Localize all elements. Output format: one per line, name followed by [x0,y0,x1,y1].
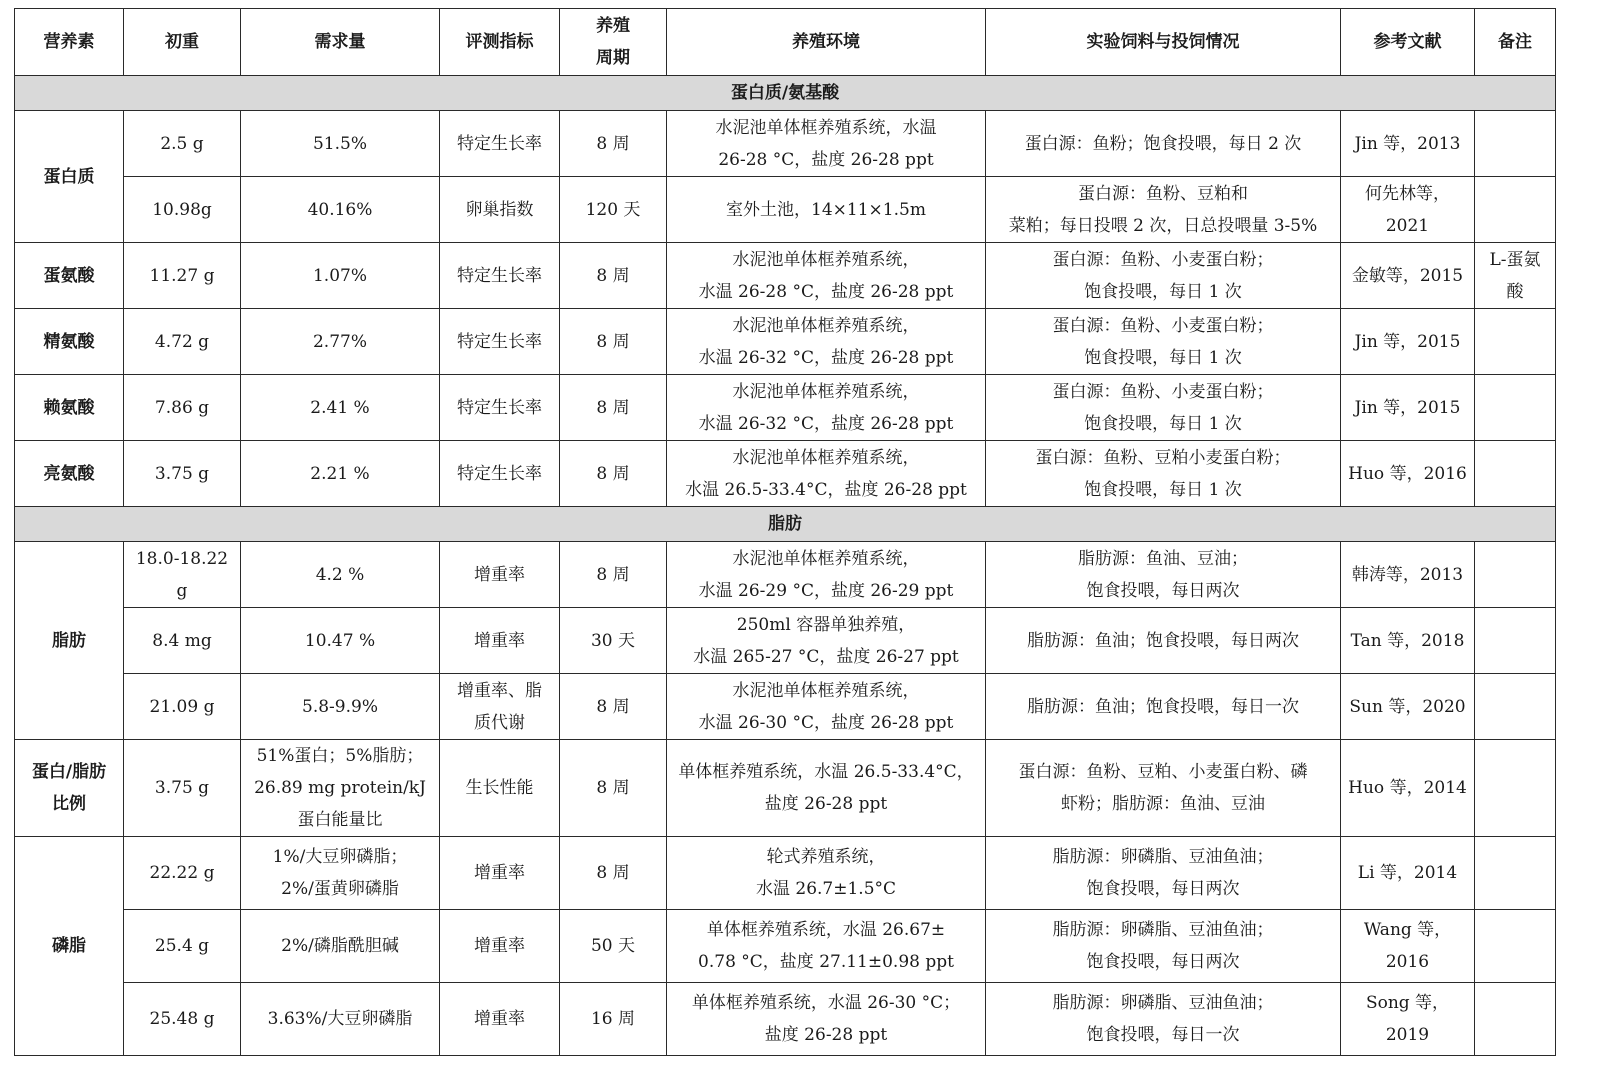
indicator-cell: 特定生长率 [440,375,560,441]
period-cell: 8 周 [560,674,667,740]
table-row [15,441,1556,507]
table-row [15,837,1556,910]
reference-cell: Song 等，2019 [1341,983,1475,1056]
table-row [15,111,1556,177]
section-row [15,76,1556,111]
requirement-cell: 40.16% [241,177,440,243]
feed-cell: 蛋白源：鱼粉；饱食投喂，每日 2 次 [986,111,1341,177]
requirement-cell: 2.41 % [241,375,440,441]
reference-cell: Sun 等，2020 [1341,674,1475,740]
indicator-cell: 增重率 [440,983,560,1056]
requirement-cell: 4.2 % [241,542,440,608]
period-cell: 16 周 [560,983,667,1056]
indicator-cell: 特定生长率 [440,111,560,177]
feed-cell: 脂肪源：鱼油；饱食投喂，每日一次 [986,674,1341,740]
header-note: 备注 [1475,9,1556,76]
feed-cell: 脂肪源：卵磷脂、豆油鱼油； 饱食投喂，每日一次 [986,983,1341,1056]
nutrient-cell: 精氨酸 [15,309,124,375]
indicator-cell: 增重率 [440,608,560,674]
environment-cell: 水泥池单体框养殖系统， 水温 26-29 °C，盐度 26-29 ppt [667,542,986,608]
period-cell: 8 周 [560,740,667,837]
feed-cell: 蛋白源：鱼粉、豆粕和 菜粕；每日投喂 2 次，日总投喂量 3-5% [986,177,1341,243]
note-cell [1475,441,1556,507]
table-row [15,309,1556,375]
table-row [15,243,1556,309]
note-cell [1475,309,1556,375]
environment-cell: 单体框养殖系统，水温 26.5-33.4°C， 盐度 26-28 ppt [667,740,986,837]
indicator-cell: 特定生长率 [440,309,560,375]
note-cell [1475,983,1556,1056]
note-cell [1475,740,1556,837]
note-cell [1475,111,1556,177]
indicator-cell: 增重率 [440,837,560,910]
environment-cell: 250ml 容器单独养殖， 水温 265-27 °C，盐度 26-27 ppt [667,608,986,674]
table-row [15,983,1556,1056]
indicator-cell: 卵巢指数 [440,177,560,243]
feed-cell: 蛋白源：鱼粉、豆粕小麦蛋白粉； 饱食投喂，每日 1 次 [986,441,1341,507]
period-cell: 8 周 [560,111,667,177]
period-cell: 8 周 [560,441,667,507]
feed-cell: 蛋白源：鱼粉、小麦蛋白粉； 饱食投喂，每日 1 次 [986,309,1341,375]
period-cell: 30 天 [560,608,667,674]
requirement-cell: 1%/大豆卵磷脂； 2%/蛋黄卵磷脂 [241,837,440,910]
table-row [15,740,1556,837]
requirement-cell: 2.77% [241,309,440,375]
note-cell [1475,837,1556,910]
note-cell [1475,910,1556,983]
environment-cell: 水泥池单体框养殖系统， 水温 26-32 °C，盐度 26-28 ppt [667,309,986,375]
initial-weight-cell: 3.75 g [124,441,241,507]
indicator-cell: 增重率 [440,910,560,983]
nutrient-cell: 赖氨酸 [15,375,124,441]
feed-cell: 脂肪源：鱼油；饱食投喂，每日两次 [986,608,1341,674]
feed-cell: 脂肪源：卵磷脂、豆油鱼油； 饱食投喂，每日两次 [986,837,1341,910]
period-cell: 8 周 [560,309,667,375]
period-cell: 8 周 [560,837,667,910]
feed-cell: 脂肪源：鱼油、豆油； 饱食投喂，每日两次 [986,542,1341,608]
initial-weight-cell: 11.27 g [124,243,241,309]
reference-cell: Li 等，2014 [1341,837,1475,910]
nutrient-cell: 蛋白质 [15,111,124,243]
reference-cell: Tan 等，2018 [1341,608,1475,674]
initial-weight-cell: 18.0-18.22 g [124,542,241,608]
reference-cell: Huo 等，2014 [1341,740,1475,837]
nutrient-cell: 亮氨酸 [15,441,124,507]
header-requirement: 需求量 [241,9,440,76]
note-cell [1475,608,1556,674]
header-reference: 参考文献 [1341,9,1475,76]
note-cell: L-蛋氨 酸 [1475,243,1556,309]
header-indicator: 评测指标 [440,9,560,76]
indicator-cell: 特定生长率 [440,441,560,507]
requirement-cell: 51.5% [241,111,440,177]
header-feed: 实验饲料与投饲情况 [986,9,1341,76]
feed-cell: 蛋白源：鱼粉、小麦蛋白粉； 饱食投喂，每日 1 次 [986,243,1341,309]
feed-cell: 蛋白源：鱼粉、小麦蛋白粉； 饱食投喂，每日 1 次 [986,375,1341,441]
section-title-protein: 蛋白质/氨基酸 [15,76,1556,111]
environment-cell: 水泥池单体框养殖系统， 水温 26-28 °C，盐度 26-28 ppt [667,243,986,309]
initial-weight-cell: 21.09 g [124,674,241,740]
initial-weight-cell: 8.4 mg [124,608,241,674]
initial-weight-cell: 7.86 g [124,375,241,441]
reference-cell: 韩涛等，2013 [1341,542,1475,608]
initial-weight-cell: 3.75 g [124,740,241,837]
header-row [15,9,1556,76]
indicator-cell: 增重率、脂 质代谢 [440,674,560,740]
period-cell: 8 周 [560,243,667,309]
environment-cell: 水泥池单体框养殖系统， 水温 26-30 °C，盐度 26-28 ppt [667,674,986,740]
initial-weight-cell: 25.4 g [124,910,241,983]
period-cell: 8 周 [560,375,667,441]
feed-cell: 脂肪源：卵磷脂、豆油鱼油； 饱食投喂，每日两次 [986,910,1341,983]
nutrient-cell: 蛋氨酸 [15,243,124,309]
nutrient-cell: 脂肪 [15,542,124,740]
reference-cell: 何先林等， 2021 [1341,177,1475,243]
note-cell [1475,177,1556,243]
table-row [15,375,1556,441]
initial-weight-cell: 2.5 g [124,111,241,177]
nutrition-requirements-table [14,8,1556,1056]
reference-cell: Jin 等，2015 [1341,375,1475,441]
initial-weight-cell: 10.98g [124,177,241,243]
reference-cell: Huo 等，2016 [1341,441,1475,507]
note-cell [1475,375,1556,441]
table-container [14,8,1556,1056]
header-initial-weight: 初重 [124,9,241,76]
table-row [15,177,1556,243]
environment-cell: 单体框养殖系统，水温 26.67± 0.78 °C，盐度 27.11±0.98 ppt [667,910,986,983]
note-cell [1475,542,1556,608]
table-row [15,910,1556,983]
section-row [15,507,1556,542]
requirement-cell: 10.47 % [241,608,440,674]
reference-cell: 金敏等，2015 [1341,243,1475,309]
environment-cell: 轮式养殖系统， 水温 26.7±1.5°C [667,837,986,910]
nutrient-cell: 蛋白/脂肪 比例 [15,740,124,837]
section-title-lipid: 脂肪 [15,507,1556,542]
period-cell: 50 天 [560,910,667,983]
requirement-cell: 2.21 % [241,441,440,507]
nutrient-cell: 磷脂 [15,837,124,1056]
note-cell [1475,674,1556,740]
initial-weight-cell: 22.22 g [124,837,241,910]
feed-cell: 蛋白源：鱼粉、豆粕、小麦蛋白粉、磷 虾粉；脂肪源：鱼油、豆油 [986,740,1341,837]
indicator-cell: 生长性能 [440,740,560,837]
table-row [15,542,1556,608]
requirement-cell: 51%蛋白；5%脂肪； 26.89 mg protein/kJ 蛋白能量比 [241,740,440,837]
reference-cell: Wang 等， 2016 [1341,910,1475,983]
environment-cell: 单体框养殖系统，水温 26-30 °C； 盐度 26-28 ppt [667,983,986,1056]
indicator-cell: 增重率 [440,542,560,608]
period-cell: 8 周 [560,542,667,608]
initial-weight-cell: 25.48 g [124,983,241,1056]
requirement-cell: 2%/磷脂酰胆碱 [241,910,440,983]
requirement-cell: 5.8-9.9% [241,674,440,740]
environment-cell: 水泥池单体框养殖系统， 水温 26.5-33.4°C，盐度 26-28 ppt [667,441,986,507]
period-cell: 120 天 [560,177,667,243]
header-environment: 养殖环境 [667,9,986,76]
requirement-cell: 1.07% [241,243,440,309]
table-row [15,674,1556,740]
requirement-cell: 3.63%/大豆卵磷脂 [241,983,440,1056]
table-row [15,608,1556,674]
indicator-cell: 特定生长率 [440,243,560,309]
header-nutrient: 营养素 [15,9,124,76]
header-period: 养殖 周期 [560,9,667,76]
environment-cell: 水泥池单体框养殖系统， 水温 26-32 °C，盐度 26-28 ppt [667,375,986,441]
reference-cell: Jin 等，2015 [1341,309,1475,375]
environment-cell: 水泥池单体框养殖系统，水温 26-28 °C，盐度 26-28 ppt [667,111,986,177]
initial-weight-cell: 4.72 g [124,309,241,375]
environment-cell: 室外土池，14×11×1.5m [667,177,986,243]
reference-cell: Jin 等，2013 [1341,111,1475,177]
